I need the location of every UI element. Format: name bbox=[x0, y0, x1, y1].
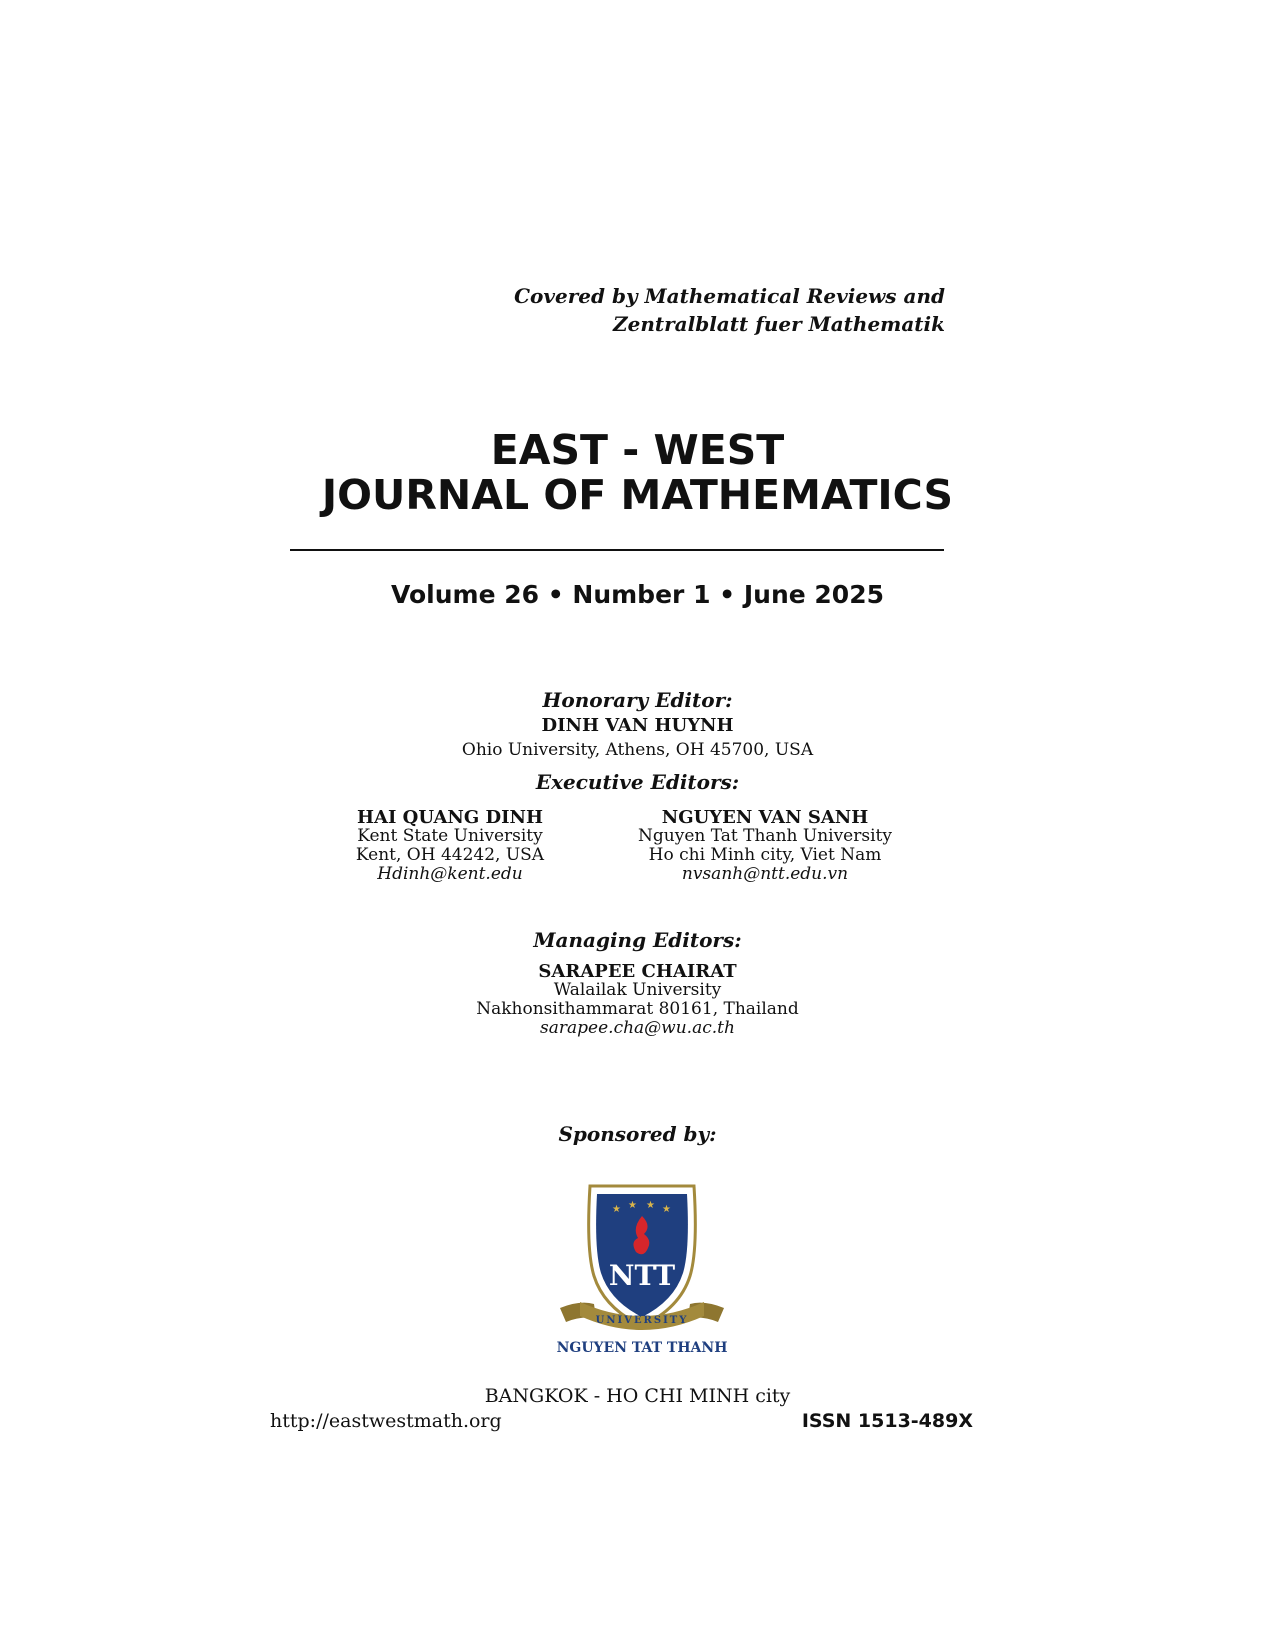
issn-number: ISSN 1513-489X bbox=[801, 1410, 973, 1432]
coverage-notice bbox=[514, 282, 945, 338]
svg-text:★: ★ bbox=[628, 1200, 637, 1211]
executive-editor-name: NGUYEN VAN SANH bbox=[661, 807, 869, 828]
honorary-editor-role: Honorary Editor: bbox=[542, 688, 733, 712]
managing-editors-role: Managing Editors: bbox=[533, 928, 742, 952]
journal-title bbox=[0, 428, 1275, 518]
honorary-editor-affiliation: Ohio University, Athens, OH 45700, USA bbox=[461, 740, 814, 760]
journal-url[interactable]: http://eastwestmath.org bbox=[270, 1410, 502, 1432]
coverage-line-2: Zentralblatt fuer Mathematik bbox=[613, 312, 945, 336]
executive-editor-1 bbox=[340, 808, 560, 884]
issue-info: Volume 26 • Number 1 • June 2025 bbox=[391, 580, 884, 609]
managing-editor bbox=[0, 962, 1275, 1038]
ntt-logo-graphic bbox=[520, 1180, 760, 1360]
journal-title-line-2: JOURNAL OF MATHEMATICS bbox=[321, 471, 954, 519]
logo-letters: NTT bbox=[608, 1259, 676, 1292]
honorary-editor-name: DINH VAN HUYNH bbox=[541, 715, 734, 736]
logo-caption: NGUYEN TAT THANH bbox=[556, 1340, 728, 1356]
executive-editor-location: Kent, OH 44242, USA bbox=[355, 845, 545, 865]
coverage-line-1: Covered by Mathematical Reviews and bbox=[514, 284, 945, 308]
managing-editor-institution: Walailak University bbox=[553, 980, 722, 1000]
managing-editor-email: sarapee.cha@wu.ac.th bbox=[540, 1018, 735, 1038]
executive-editor-institution: Kent State University bbox=[357, 826, 543, 846]
executive-editor-name: HAI QUANG DINH bbox=[356, 807, 544, 828]
title-divider bbox=[290, 549, 944, 551]
svg-text:★: ★ bbox=[646, 1200, 655, 1211]
honorary-editor-section bbox=[0, 688, 1275, 763]
managing-editor-name: SARAPEE CHAIRAT bbox=[538, 961, 737, 982]
journal-title-line-1: EAST - WEST bbox=[490, 426, 785, 474]
ntt-university-logo bbox=[520, 1180, 760, 1360]
managing-editor-location: Nakhonsithammarat 80161, Thailand bbox=[476, 999, 799, 1019]
publisher-cities: BANGKOK - HO CHI MINH city bbox=[484, 1385, 791, 1407]
svg-text:★: ★ bbox=[612, 1204, 621, 1215]
executive-editors-role: Executive Editors: bbox=[535, 770, 740, 794]
svg-text:★: ★ bbox=[662, 1204, 671, 1215]
sponsor-label: Sponsored by: bbox=[558, 1122, 717, 1146]
logo-banner-text: UNIVERSITY bbox=[595, 1315, 689, 1326]
executive-editor-email: nvsanh@ntt.edu.vn bbox=[681, 864, 849, 884]
executive-editor-institution: Nguyen Tat Thanh University bbox=[638, 826, 892, 846]
executive-editor-2 bbox=[625, 808, 905, 884]
executive-editor-location: Ho chi Minh city, Viet Nam bbox=[648, 845, 882, 865]
executive-editor-email: Hdinh@kent.edu bbox=[377, 864, 523, 884]
